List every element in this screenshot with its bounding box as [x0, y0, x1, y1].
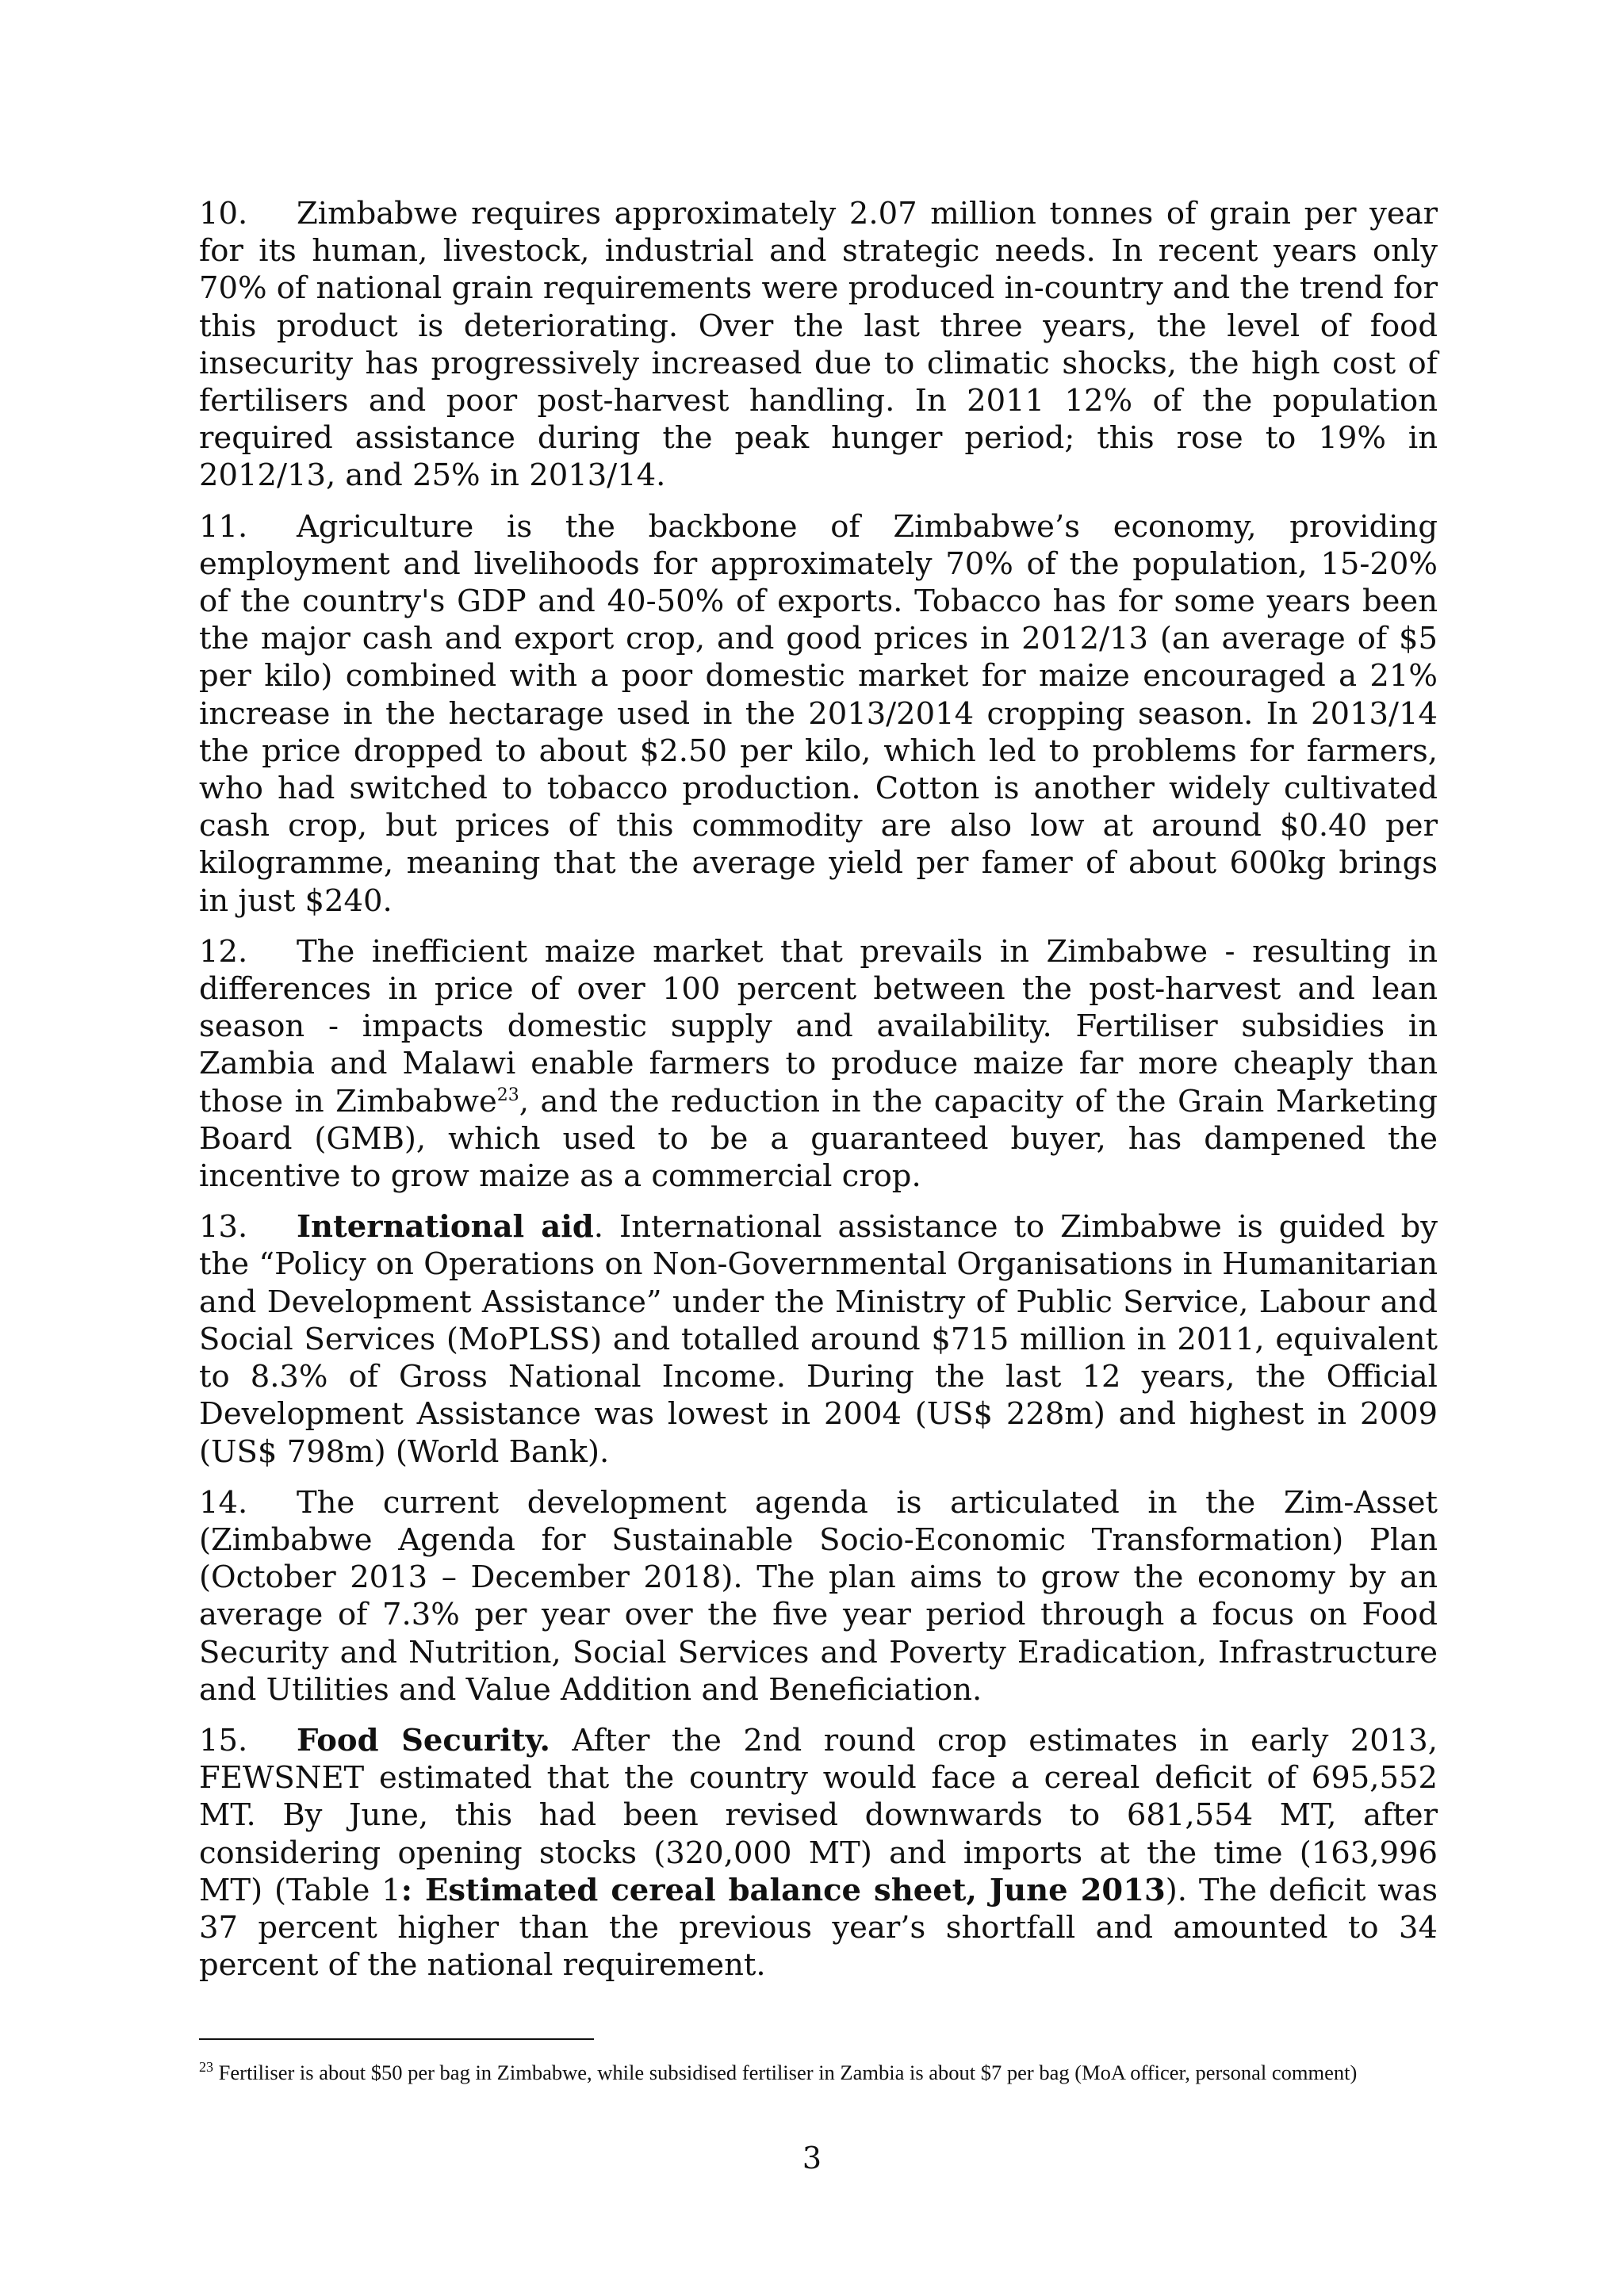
paragraph-text-continued: ). The deficit was 37 percent higher than the previous year’s shortfall and amounted to 34 percent of the national requirement. [199, 1872, 1438, 1984]
paragraph-text: . International assistance to Zimbabwe is guided by the “Policy on Operations on Non-Governmental Organisations in Humanitarian and Development Assistance” under the Ministry of Public Service, Labour and Social Services (MoPLSS) and totalled around $715 million in 2011, equivalent to 8.3% of Gross National Income. During the last 12 years, the Official Development Assistance was lowest in 2004 (US$ 228m) and highest in 2009 (US$ 798m) (World Bank). [199, 1209, 1438, 1470]
paragraph-text: After the 2nd round crop estimates in early 2013, FEWSNET estimated that the country would face a cereal deficit of 695,552 MT. By June, this had been revised downwards to 681,554 MT, after considering opening stocks (320,000 MT) and imports at the time (163,996 MT) (Table 1 [199, 1722, 1438, 1908]
paragraph-text: Agriculture is the backbone of Zimbabwe’s economy, providing employment and livelihoods for approximately 70% of the population, 15-20% of the country's GDP and 40-50% of exports. Tobacco has for some years been the major cash and export crop, and good prices in 2012/13 (an average of $5 per kilo) combined with a poor domestic market for maize encouraged a 21% increase in the hectarage used in the 2013/2014 cropping season. In 2013/14 the price dropped to about $2.50 per kilo, which led to problems for farmers, who had switched to tobacco production. Cotton is another widely cultivated cash crop, but prices of this commodity are also low at around $0.40 per kilogramme, meaning that the average yield per famer of about 600kg brings in just $240. [199, 508, 1438, 919]
footnote-separator [199, 2038, 594, 2040]
paragraph-12 [199, 933, 1438, 1195]
footnote-reference[interactable]: 23 [496, 1085, 519, 1105]
footnote-number: 23 [199, 2059, 213, 2076]
footnote [199, 2058, 1438, 2087]
paragraph-number: 13. [199, 1209, 248, 1246]
paragraph-number: 11. [199, 508, 248, 545]
table-reference[interactable]: : Estimated cereal balance sheet, June 2013 [400, 1872, 1166, 1908]
paragraph-heading: International aid [297, 1209, 594, 1246]
paragraph-10 [199, 195, 1438, 495]
paragraph-11 [199, 508, 1438, 920]
paragraph-heading: Food Security. [297, 1722, 550, 1758]
paragraph-15 [199, 1722, 1438, 1984]
document-body [199, 195, 1438, 1997]
paragraph-number: 12. [199, 933, 248, 970]
paragraph-number: 14. [199, 1484, 248, 1521]
paragraph-text: The inefficient maize market that prevails in Zimbabwe - resulting in differences in price of over 100 percent between the post-harvest and lean season - impacts domestic supply and availability. Fertiliser subsidies in Zambia and Malawi enable farmers to produce maize far more cheaply than those in Zimbabwe [199, 933, 1438, 1119]
paragraph-number: 15. [199, 1722, 248, 1758]
footnote-text: Fertiliser is about $50 per bag in Zimbabwe, while subsidised fertiliser in Zambia is about $7 per bag (MoA officer, personal comment) [213, 2061, 1358, 2084]
paragraph-number: 10. [199, 196, 248, 232]
paragraph-13 [199, 1208, 1438, 1470]
paragraph-text: Zimbabwe requires approximately 2.07 million tonnes of grain per year for its human, livestock, industrial and strategic needs. In recent years only 70% of national grain requirements were produced in-country and the trend for this product is deteriorating. Over the last three years, the level of food insecurity has progressively increased due to climatic shocks, the high cost of fertilisers and poor post-harvest handling. In 2011 12% of the population required assistance during the peak hunger period; this rose to 19% in 2012/13, and 25% in 2013/14. [199, 196, 1438, 494]
paragraph-14 [199, 1484, 1438, 1709]
paragraph-text-continued: , and the reduction in the capacity of the Grain Marketing Board (GMB), which used to be a guaranteed buyer, has dampened the incentive to grow maize as a commercial crop. [199, 1083, 1438, 1195]
paragraph-text: The current development agenda is articulated in the Zim-Asset (Zimbabwe Agenda for Sustainable Socio-Economic Transformation) Plan (October 2013 – December 2018). The plan aims to grow the economy by an average of 7.3% per year over the five year period through a focus on Food Security and Nutrition, Social Services and Poverty Eradication, Infrastructure and Utilities and Value Addition and Beneficiation. [199, 1484, 1438, 1708]
page-number: 3 [802, 2141, 822, 2175]
